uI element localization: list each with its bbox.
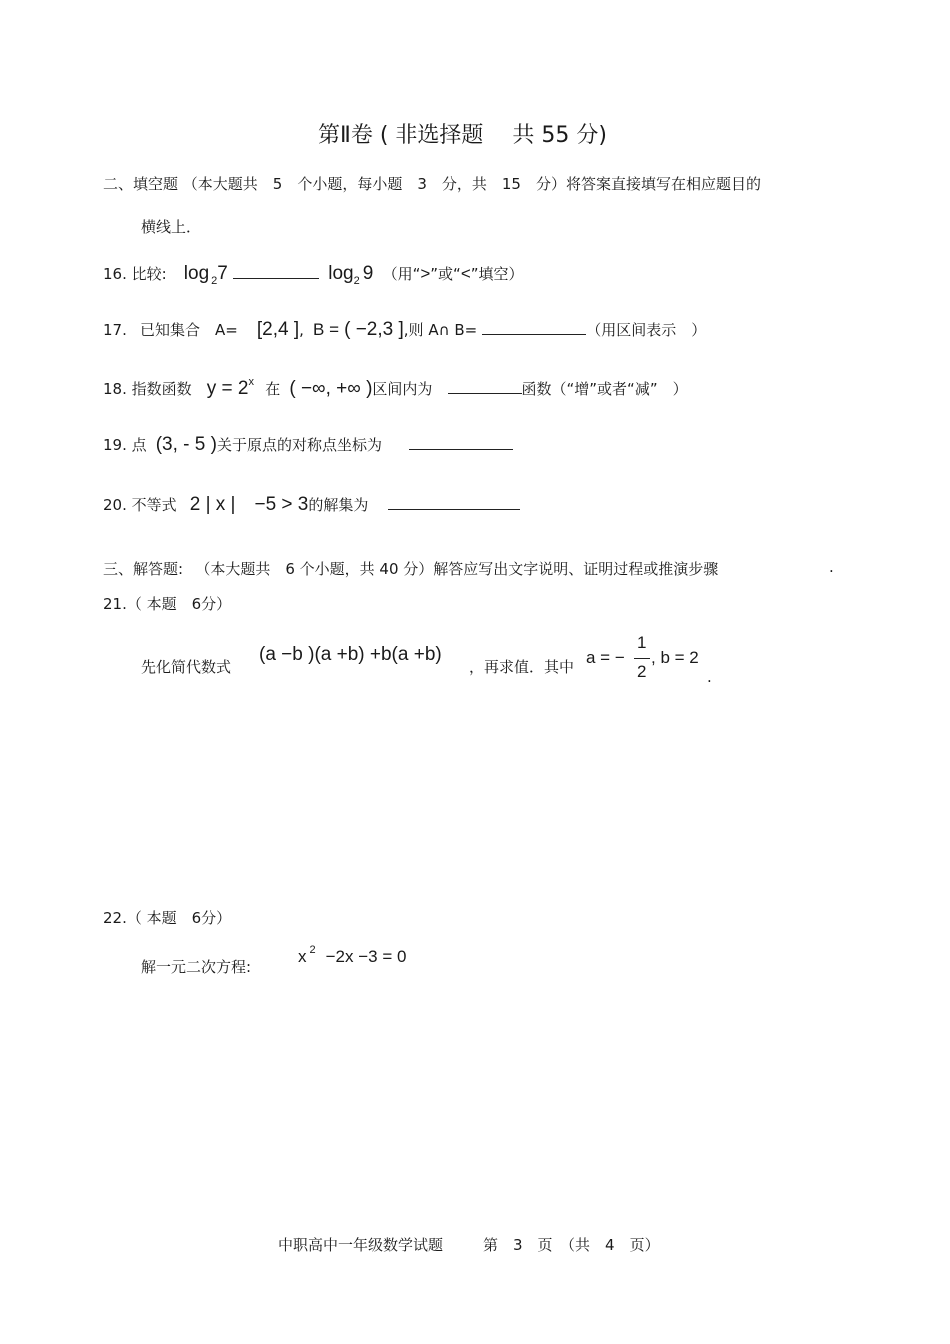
- section-3-instructions: 三、解答题: （本大题共 6 个小题，共 40 分）解答应写出文字说明、证明过程或推演步骤: [103, 560, 719, 578]
- question-text: 区间内为: [372, 380, 433, 398]
- question-22-text: 解一元二次方程:: [141, 958, 252, 976]
- section-3-dot: .: [829, 558, 834, 576]
- question-20: [103, 489, 520, 519]
- question-16: [103, 262, 524, 292]
- inequality: 2 | x | −5 > 3: [189, 494, 309, 515]
- a-value: a = −: [586, 648, 625, 667]
- log-right: $\log_2 9$: [328, 263, 374, 287]
- question-number: 16. 比较:: [103, 265, 167, 283]
- footer-exam-title: 中职高中一年级数学试题: [278, 1236, 444, 1254]
- set-b-label: B =: [313, 320, 340, 339]
- question-text: ,则 A∩ B=: [403, 321, 478, 339]
- question-18: 18. 指数函数 $y = 2^x$ 在 ( −∞, +∞ )区间内为 函数（“增”或者“减” ）: [103, 376, 688, 399]
- fraction-bar: [634, 658, 650, 659]
- question-17: 17. 已知集合 A= [2,4 ], B = ( −2,3 ],则 A∩ B= （用区间表示 ）: [103, 319, 707, 340]
- question-21-text: 先化简代数式: [141, 658, 232, 676]
- hint-text: （用“>”或“<”填空）: [382, 264, 524, 283]
- question-text: 关于原点的对称点坐标为: [216, 436, 382, 454]
- footer-page-number: 第 3 页 （共 4 页）: [483, 1236, 660, 1254]
- question-number: 19. 点: [103, 436, 147, 454]
- fraction-denominator: 2: [637, 662, 647, 681]
- question-text: 已知集合 A=: [139, 321, 238, 339]
- hint-text: （用区间表示 ）: [586, 321, 707, 339]
- question-21-text: ，再求值．其中: [469, 658, 575, 676]
- interval: ( −∞, +∞ ): [289, 378, 373, 399]
- question-number: 20. 不等式: [103, 496, 177, 514]
- answer-blank[interactable]: [448, 377, 522, 394]
- answer-blank[interactable]: [233, 262, 319, 279]
- set-a: [2,4 ]: [256, 319, 300, 340]
- point: (3, - 5 ): [155, 434, 217, 455]
- fraction-numerator: 1: [637, 633, 647, 652]
- set-b: ( −2,3 ]: [344, 319, 404, 340]
- question-21-header: 21.（ 本题 6分）: [103, 595, 232, 613]
- log-left: log $_2$7: [183, 263, 228, 287]
- section-2-instructions-cont: 横线上．: [141, 218, 202, 236]
- question-number: 18. 指数函数: [103, 380, 192, 398]
- section-2-instructions: 二、填空题 （本大题共 5 个小题，每小题 3 分，共 15 分）将答案直接填写在相应题目的: [103, 175, 761, 193]
- question-21-dot: .: [707, 668, 712, 686]
- question-19: [103, 433, 513, 463]
- answer-blank[interactable]: [409, 433, 513, 450]
- question-text: 的解集为: [308, 496, 369, 514]
- hint-text: 函数（“增”或者“减” ）: [521, 380, 688, 398]
- quadratic-equation: x $^2$ −2x −3 = 0: [298, 944, 407, 966]
- algebraic-expression: (a −b )(a +b) +b(a +b): [259, 644, 442, 665]
- answer-blank[interactable]: [388, 493, 520, 510]
- question-number: 17.: [103, 321, 127, 339]
- page-title: 第Ⅱ卷 ( 非选择题 共 55 分): [318, 123, 607, 148]
- b-value: , b = 2: [651, 648, 699, 667]
- exponential-function: $y = 2^x$: [206, 376, 254, 399]
- question-22-header: 22.（ 本题 6分）: [103, 909, 232, 927]
- answer-blank[interactable]: [482, 318, 586, 335]
